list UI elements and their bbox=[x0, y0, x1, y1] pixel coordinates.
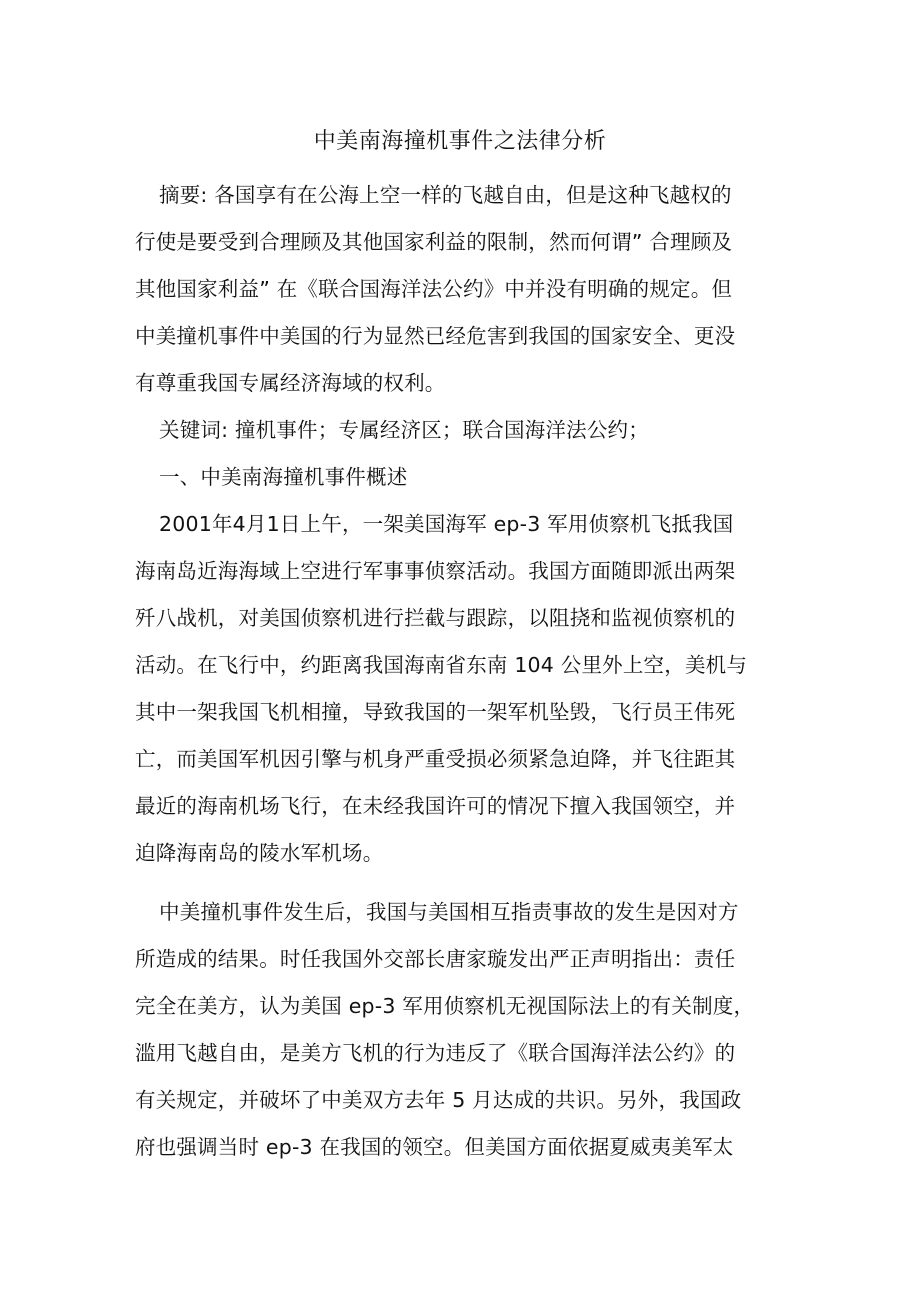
document-title: 中美南海撞机事件之法律分析 bbox=[313, 129, 607, 154]
abstract-line-4: 中美撞机事件中美国的行为显然已经危害到我国的国家安全、更没 bbox=[135, 324, 736, 348]
paragraph-spacer bbox=[135, 877, 735, 889]
abstract-line-1: 摘要: 各国享有在公海上空一样的飞越自由，但是这种飞越权的 bbox=[159, 183, 732, 207]
paragraph1-line-3: 歼八战机，对美国侦察机进行拦截与跟踪，以阻挠和监视侦察机的 bbox=[135, 606, 736, 630]
paragraph1-line-7: 最近的海南机场飞行，在未经我国许可的情况下擅入我国领空，并 bbox=[135, 794, 736, 818]
paragraph2-line-5: 有关规定，并破坏了中美双方去年 5 月达成的共识。另外，我国政 bbox=[135, 1088, 742, 1112]
abstract-line-2: 行使是要受到合理顾及其他国家利益的限制，然而何谓” 合理顾及 bbox=[135, 230, 733, 254]
document-body bbox=[135, 172, 755, 1171]
paragraph1-line-8: 迫降海南岛的陵水军机场。 bbox=[135, 841, 384, 865]
paragraph1-line-2: 海南岛近海海域上空进行军事事侦察活动。我国方面随即派出两架 bbox=[135, 559, 736, 583]
paragraph1-line-1: 2001年4月1日上午，一架美国海军 ep-3 军用侦察机飞抵我国 bbox=[159, 512, 734, 536]
keywords-line: 关键词: 撞机事件；专属经济区；联合国海洋法公约； bbox=[159, 418, 649, 442]
section-heading: 一、中美南海撞机事件概述 bbox=[159, 465, 408, 489]
abstract-line-5: 有尊重我国专属经济海域的权利。 bbox=[135, 371, 446, 395]
paragraph2-line-2: 所造成的结果。时任我国外交部长唐家璇发出严正声明指出：责任 bbox=[135, 947, 736, 971]
paragraph2-line-6: 府也强调当时 ep-3 在我国的领空。但美国方面依据夏威夷美军太 bbox=[135, 1135, 734, 1159]
paragraph2-line-1: 中美撞机事件发生后，我国与美国相互指责事故的发生是因对方 bbox=[159, 900, 739, 924]
paragraph1-line-4: 活动。在飞行中，约距离我国海南省东南 104 公里外上空，美机与 bbox=[135, 653, 748, 677]
paragraph1-line-5: 其中一架我国飞机相撞，导致我国的一架军机坠毁，飞行员王伟死 bbox=[135, 700, 736, 724]
paragraph2-line-4: 滥用飞越自由，是美方飞机的行为违反了《联合国海洋法公约》的 bbox=[135, 1041, 736, 1065]
paragraph2-line-3: 完全在美方，认为美国 ep-3 军用侦察机无视国际法上的有关制度， bbox=[135, 994, 755, 1018]
abstract-line-3: 其他国家利益” 在《联合国海洋法公约》中并没有明确的规定。但 bbox=[135, 277, 733, 301]
paragraph1-line-6: 亡，而美国军机因引擎与机身严重受损必须紧急迫降，并飞往距其 bbox=[135, 747, 736, 771]
